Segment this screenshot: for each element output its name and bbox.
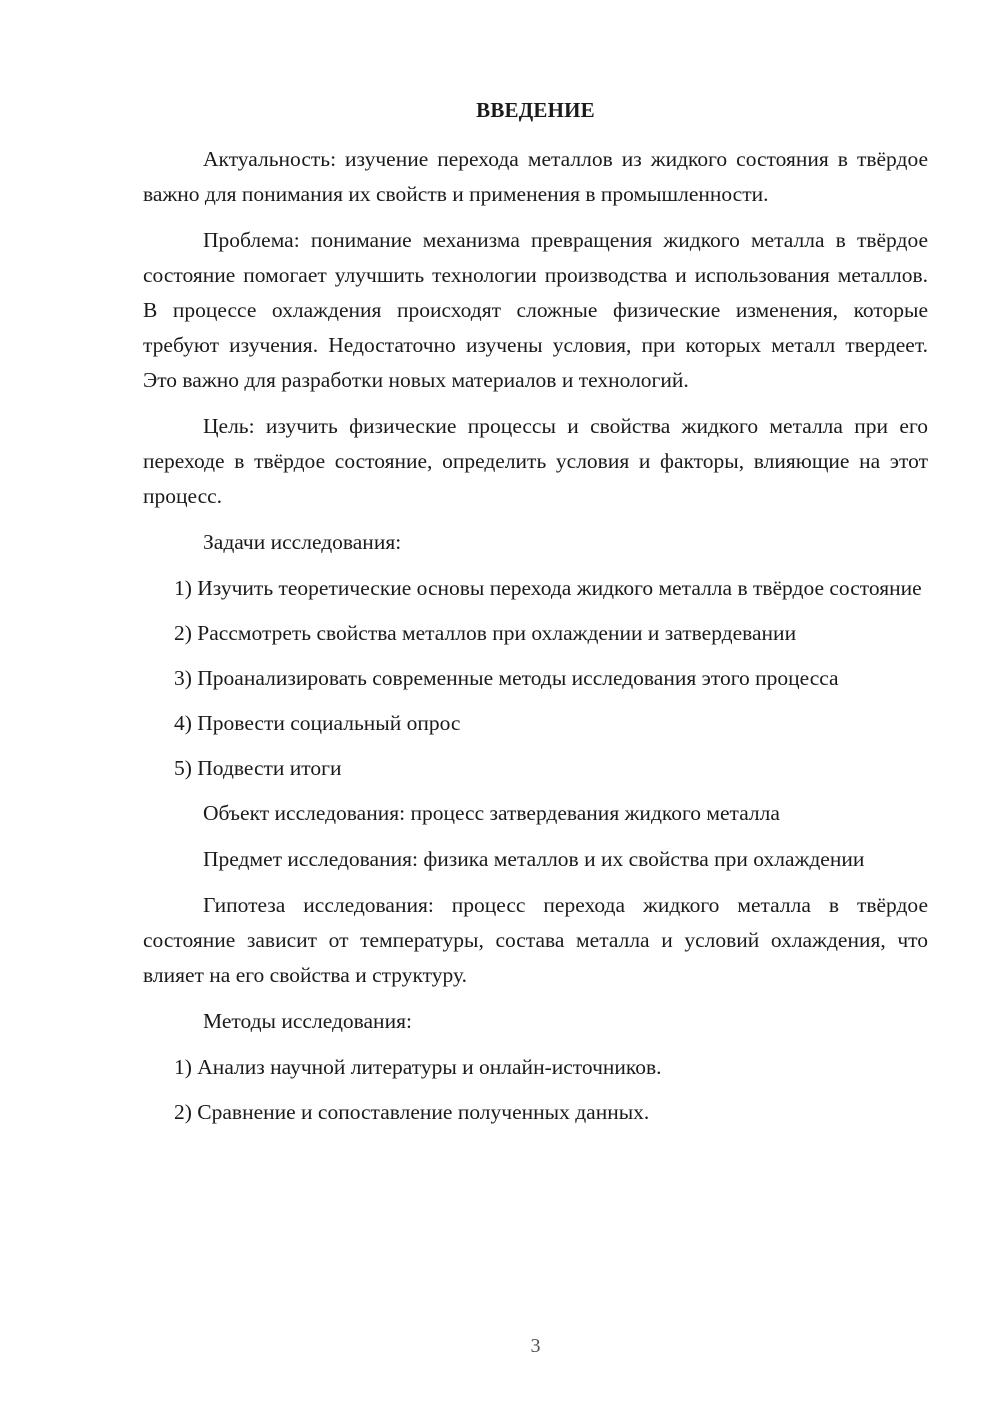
relevance-paragraph: Актуальность: изучение перехода металлов из жидкого состояния в твёрдое важно для понимания их свойств и применения в промышленности.	[143, 147, 928, 206]
object-paragraph: Объект исследования: процесс затвердевания жидкого металла	[203, 801, 780, 825]
section-title: ВВЕДЕНИЕ	[476, 98, 595, 122]
goal-paragraph: Цель: изучить физические процессы и свойства жидкого металла при его переходе в твёрдое состояние, определить условия и факторы, влияющие на этот процесс.	[143, 414, 928, 508]
hypothesis-paragraph: Гипотеза исследования: процесс перехода жидкого металла в твёрдое состояние зависит от температуры, состава металла и условий охлаждения, что влияет на его свойства и структуру.	[143, 893, 928, 987]
methods-heading: Методы исследования:	[203, 1009, 412, 1033]
method-item: 1) Анализ научной литературы и онлайн-источников.	[174, 1055, 662, 1079]
page-content	[143, 96, 928, 1140]
page-number: 3	[530, 1335, 541, 1357]
method-item: 2) Сравнение и сопоставление полученных данных.	[174, 1100, 650, 1124]
task-item: 3) Проанализировать современные методы исследования этого процесса	[174, 666, 839, 690]
task-item: 5) Подвести итоги	[174, 756, 342, 780]
problem-paragraph: Проблема: понимание механизма превращения жидкого металла в твёрдое состояние помогает улучшить технологии производства и использования металлов. В процессе охлаждения происходят сложные физические изменения, которые требуют изучения. Недостаточно изучены условия, при которых металл твердеет. Это важно для разработки новых материалов и технологий.	[143, 228, 928, 392]
tasks-heading: Задачи исследования:	[203, 530, 402, 554]
task-item: 1) Изучить теоретические основы перехода жидкого металла в твёрдое состояние	[174, 576, 922, 600]
subject-paragraph: Предмет исследования: физика металлов и их свойства при охлаждении	[203, 847, 865, 871]
task-item: 4) Провести социальный опрос	[174, 711, 461, 735]
task-item: 2) Рассмотреть свойства металлов при охлаждении и затвердевании	[174, 621, 797, 645]
